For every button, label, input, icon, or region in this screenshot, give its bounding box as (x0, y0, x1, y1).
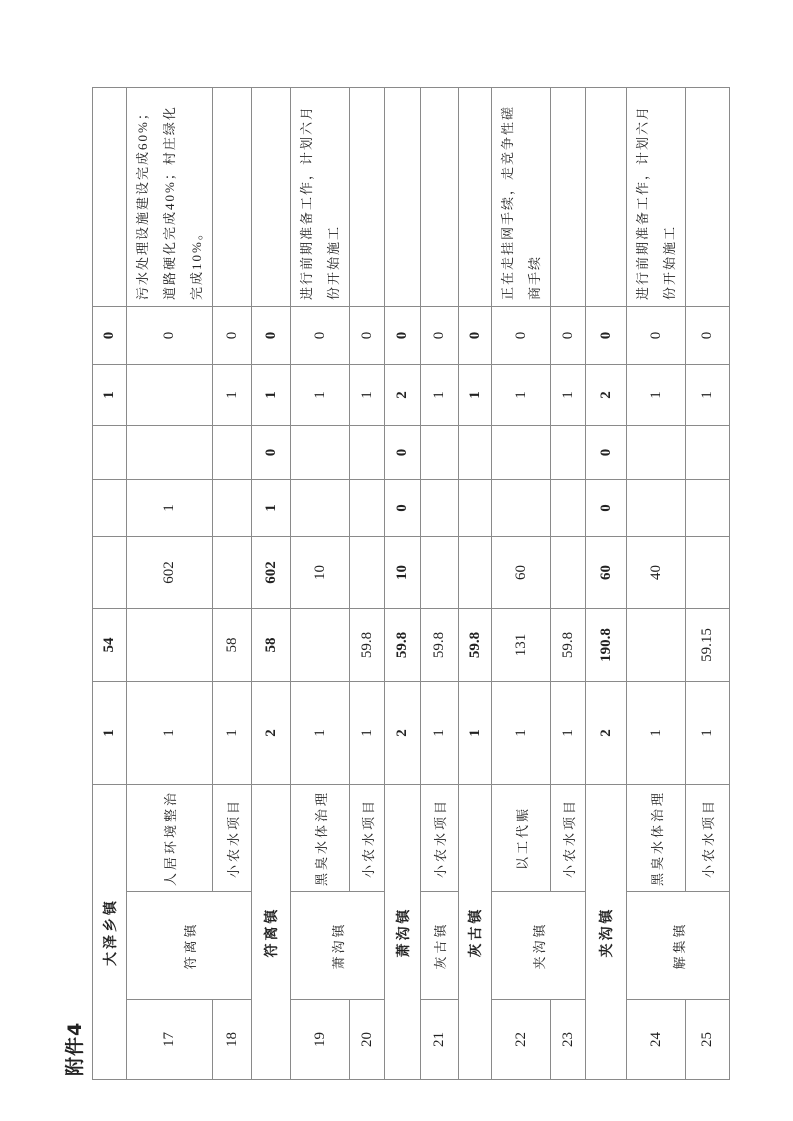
remark-cell (686, 88, 730, 307)
amount-b-cell: 40 (627, 537, 686, 609)
remark-cell (459, 88, 492, 307)
amount-b-cell (421, 537, 459, 609)
col-6-cell: 1 (93, 365, 127, 426)
count-cell: 1 (551, 682, 586, 785)
col-4-cell: 0 (385, 480, 421, 537)
count-cell: 1 (421, 682, 459, 785)
col-6-cell: 1 (421, 365, 459, 426)
remark-cell: 进行前期准备工作，计划六月份开始施工 (627, 88, 686, 307)
col-5-cell (459, 426, 492, 480)
project-cell: 黑臭水体治理 (627, 785, 686, 892)
remark-cell (350, 88, 385, 307)
col-5-cell (686, 426, 730, 480)
town-cell: 解集镇 (627, 892, 730, 1000)
project-cell: 以工代赈 (492, 785, 551, 892)
amount-b-cell: 602 (127, 537, 213, 609)
col-7-cell: 0 (385, 307, 421, 365)
col-5-cell (291, 426, 350, 480)
col-4-cell (93, 480, 127, 537)
project-progress-table (92, 87, 730, 1080)
amount-b-cell (213, 537, 252, 609)
project-cell: 人居环境整治 (127, 785, 213, 892)
amount-a-cell: 59.8 (551, 609, 586, 682)
subtotal-town-label: 符离镇 (252, 785, 291, 1080)
col-4-cell (213, 480, 252, 537)
col-6-cell: 1 (252, 365, 291, 426)
amount-a-cell: 58 (252, 609, 291, 682)
table-row (492, 88, 551, 1080)
row-number: 21 (421, 1000, 459, 1080)
col-7-cell: 0 (127, 307, 213, 365)
col-7-cell: 0 (627, 307, 686, 365)
remark-cell (586, 88, 627, 307)
col-4-cell (291, 480, 350, 537)
remark-cell (385, 88, 421, 307)
table-row (627, 88, 686, 1080)
amount-b-cell (686, 537, 730, 609)
col-6-cell: 1 (350, 365, 385, 426)
count-cell: 1 (291, 682, 350, 785)
count-cell: 1 (127, 682, 213, 785)
col-6-cell: 1 (291, 365, 350, 426)
col-6-cell: 1 (492, 365, 551, 426)
remark-cell (252, 88, 291, 307)
amount-a-cell: 59.8 (459, 609, 492, 682)
remark-cell (213, 88, 252, 307)
col-7-cell: 0 (551, 307, 586, 365)
col-7-cell: 0 (350, 307, 385, 365)
subtotal-row (459, 88, 492, 1080)
project-cell: 小农水项目 (551, 785, 586, 892)
amount-a-cell: 58 (213, 609, 252, 682)
subtotal-town-label: 萧沟镇 (385, 785, 421, 1080)
project-cell: 小农水项目 (686, 785, 730, 892)
amount-b-cell: 60 (586, 537, 627, 609)
col-7-cell: 0 (421, 307, 459, 365)
amount-b-cell (350, 537, 385, 609)
row-number: 17 (127, 1000, 213, 1080)
table-row (127, 88, 213, 1080)
col-7-cell: 0 (492, 307, 551, 365)
subtotal-town-label: 灰古镇 (459, 785, 492, 1080)
amount-b-cell (551, 537, 586, 609)
col-5-cell: 0 (385, 426, 421, 480)
amount-a-cell: 59.8 (350, 609, 385, 682)
row-number: 18 (213, 1000, 252, 1080)
col-5-cell (127, 426, 213, 480)
col-4-cell (686, 480, 730, 537)
town-cell: 萧沟镇 (291, 892, 385, 1000)
count-cell: 1 (492, 682, 551, 785)
col-4-cell: 1 (127, 480, 213, 537)
col-7-cell: 0 (252, 307, 291, 365)
col-5-cell (492, 426, 551, 480)
col-5-cell (350, 426, 385, 480)
col-5-cell (93, 426, 127, 480)
row-number: 19 (291, 1000, 350, 1080)
subtotal-row (385, 88, 421, 1080)
subtotal-row (252, 88, 291, 1080)
amount-a-cell: 59.8 (385, 609, 421, 682)
count-cell: 1 (93, 682, 127, 785)
count-cell: 2 (385, 682, 421, 785)
amount-b-cell: 60 (492, 537, 551, 609)
amount-b-cell: 10 (385, 537, 421, 609)
remark-cell: 正在走挂网手续，走竞争性磋商手续 (492, 88, 551, 307)
col-4-cell (421, 480, 459, 537)
col-6-cell (127, 365, 213, 426)
col-6-cell: 2 (385, 365, 421, 426)
row-number: 24 (627, 1000, 686, 1080)
col-6-cell: 1 (459, 365, 492, 426)
col-4-cell (551, 480, 586, 537)
col-5-cell: 0 (586, 426, 627, 480)
count-cell: 1 (686, 682, 730, 785)
col-7-cell: 0 (291, 307, 350, 365)
count-cell: 1 (350, 682, 385, 785)
subtotal-row (93, 88, 127, 1080)
col-7-cell: 0 (686, 307, 730, 365)
amount-a-cell (627, 609, 686, 682)
col-7-cell: 0 (459, 307, 492, 365)
attachment-title: 附件4 (64, 1021, 86, 1076)
subtotal-town-label: 大泽乡镇 (93, 785, 127, 1080)
amount-a-cell: 59.15 (686, 609, 730, 682)
col-7-cell: 0 (93, 307, 127, 365)
row-number: 25 (686, 1000, 730, 1080)
col-5-cell (627, 426, 686, 480)
amount-a-cell: 190.8 (586, 609, 627, 682)
amount-a-cell: 59.8 (421, 609, 459, 682)
count-cell: 2 (252, 682, 291, 785)
project-cell: 小农水项目 (350, 785, 385, 892)
col-7-cell: 0 (586, 307, 627, 365)
subtotal-row (586, 88, 627, 1080)
town-cell: 符离镇 (127, 892, 252, 1000)
count-cell: 1 (213, 682, 252, 785)
col-5-cell: 0 (252, 426, 291, 480)
project-cell: 小农水项目 (213, 785, 252, 892)
col-6-cell: 1 (627, 365, 686, 426)
amount-a-cell: 131 (492, 609, 551, 682)
count-cell: 2 (586, 682, 627, 785)
amount-a-cell (291, 609, 350, 682)
table-row (421, 88, 459, 1080)
row-number: 23 (551, 1000, 586, 1080)
remark-cell (93, 88, 127, 307)
rotated-page-content (64, 88, 717, 1080)
row-number: 22 (492, 1000, 551, 1080)
remark-cell: 进行前期准备工作，计划六月份开始施工 (291, 88, 350, 307)
remark-cell (551, 88, 586, 307)
count-cell: 1 (459, 682, 492, 785)
count-cell: 1 (627, 682, 686, 785)
table-row (291, 88, 350, 1080)
project-cell: 黑臭水体治理 (291, 785, 350, 892)
col-5-cell (551, 426, 586, 480)
amount-a-cell: 54 (93, 609, 127, 682)
col-6-cell: 1 (213, 365, 252, 426)
col-4-cell: 1 (252, 480, 291, 537)
amount-b-cell (93, 537, 127, 609)
col-4-cell (459, 480, 492, 537)
col-5-cell (421, 426, 459, 480)
col-6-cell: 1 (551, 365, 586, 426)
col-5-cell (213, 426, 252, 480)
col-7-cell: 0 (213, 307, 252, 365)
remark-cell: 污水处理设施建设完成60%；道路硬化完成40%；村庄绿化完成10%。 (127, 88, 213, 307)
remark-cell (421, 88, 459, 307)
col-4-cell: 0 (586, 480, 627, 537)
amount-b-cell (459, 537, 492, 609)
amount-a-cell (127, 609, 213, 682)
col-4-cell (350, 480, 385, 537)
col-4-cell (492, 480, 551, 537)
row-number: 20 (350, 1000, 385, 1080)
col-4-cell (627, 480, 686, 537)
col-6-cell: 2 (586, 365, 627, 426)
town-cell: 夹沟镇 (492, 892, 586, 1000)
amount-b-cell: 10 (291, 537, 350, 609)
subtotal-town-label: 夹沟镇 (586, 785, 627, 1080)
town-cell: 灰古镇 (421, 892, 459, 1000)
col-6-cell: 1 (686, 365, 730, 426)
project-cell: 小农水项目 (421, 785, 459, 892)
amount-b-cell: 602 (252, 537, 291, 609)
